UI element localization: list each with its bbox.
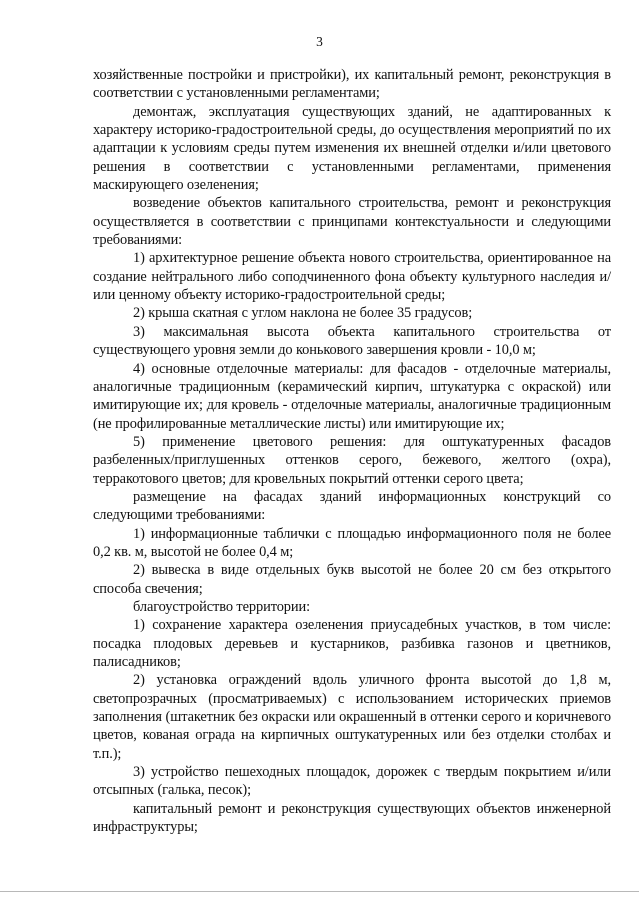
paragraph-4: 1) архитектурное решение объекта нового строительства, ориентированное на создание нейтрального либо соподчиненного фона объекту культурного наследия и/или ценному объекту историко-градостроительной среды; [93, 250, 611, 304]
paragraph-5: 2) крыша скатная с углом наклона не более 35 градусов; [133, 305, 473, 322]
page-number: 3 [316, 34, 323, 49]
paragraph-1: хозяйственные постройки и пристройки), их капитальный ремонт, реконструкция в соответствии с установленными регламентами; [93, 67, 611, 102]
paragraph-15: 3) устройство пешеходных площадок, дорожек с твердым покрытием и/или отсыпных (галька, песок); [93, 764, 611, 799]
page-bottom-divider [0, 891, 639, 892]
paragraph-7: 4) основные отделочные материалы: для фасадов - отделочные материалы, аналогичные традиционным (керамический кирпич, штукатурка с окраской) или имитирующие их; для кровель - отделочные материалы, аналогичные традиционным (не профилированные металлические листы) или имитирующие их; [93, 360, 611, 432]
paragraph-9: размещение на фасадах зданий информационных конструкций со следующими требованиями: [93, 488, 611, 524]
paragraph-2: демонтаж, эксплуатация существующих зданий, не адаптированных к характеру историко-градостроительной среды, до осуществления мероприятий по их адаптации к условиям среды путем изменения их внешней отделки и/или цветового решения в соответствии с установленными регламентами, применения маскирующего озеленения; [93, 103, 611, 194]
paragraph-10: 1) информационные таблички с площадью информационного поля не более 0,2 кв. м, высотой не более 0,4 м; [93, 525, 611, 560]
paragraph-11: 2) вывеска в виде отдельных букв высотой не более 20 см без открытого способа свечения; [93, 562, 611, 597]
paragraph-3: возведение объектов капитального строительства, ремонт и реконструкция осуществляется в соответствии с принципами контекстуальности и следующими требованиями: [93, 195, 611, 249]
paragraph-12: благоустройство территории: [133, 598, 310, 615]
paragraph-14: 2) установка ограждений вдоль уличного фронта высотой до 1,8 м, светопрозрачных (просматриваемых) с использованием исторических приемов заполнения (штакетник без окраски или окрашенный в оттенки серого и коричневого цветов, кованая ограда на кирпичных оштукатуренных или без отделки столбах и т.п.); [93, 672, 611, 762]
paragraph-8: 5) применение цветового решения: для оштукатуренных фасадов разбеленных/приглушенных оттенков серого, бежевого, желтого (охра), терракотового цветов; для кровельных покрытий оттенки серого цвета; [93, 433, 611, 487]
document-body [93, 66, 611, 836]
paragraph-13: 1) сохранение характера озеленения приусадебных участков, в том числе: посадка плодовых деревьев и кустарников, разбивка газонов и цветников, палисадников; [93, 617, 611, 670]
paragraph-6: 3) максимальная высота объекта капитального строительства от существующего уровня земли до конькового завершения кровли - 10,0 м; [93, 323, 611, 359]
paragraph-16: капитальный ремонт и реконструкция существующих объектов инженерной инфраструктуры; [93, 800, 611, 836]
